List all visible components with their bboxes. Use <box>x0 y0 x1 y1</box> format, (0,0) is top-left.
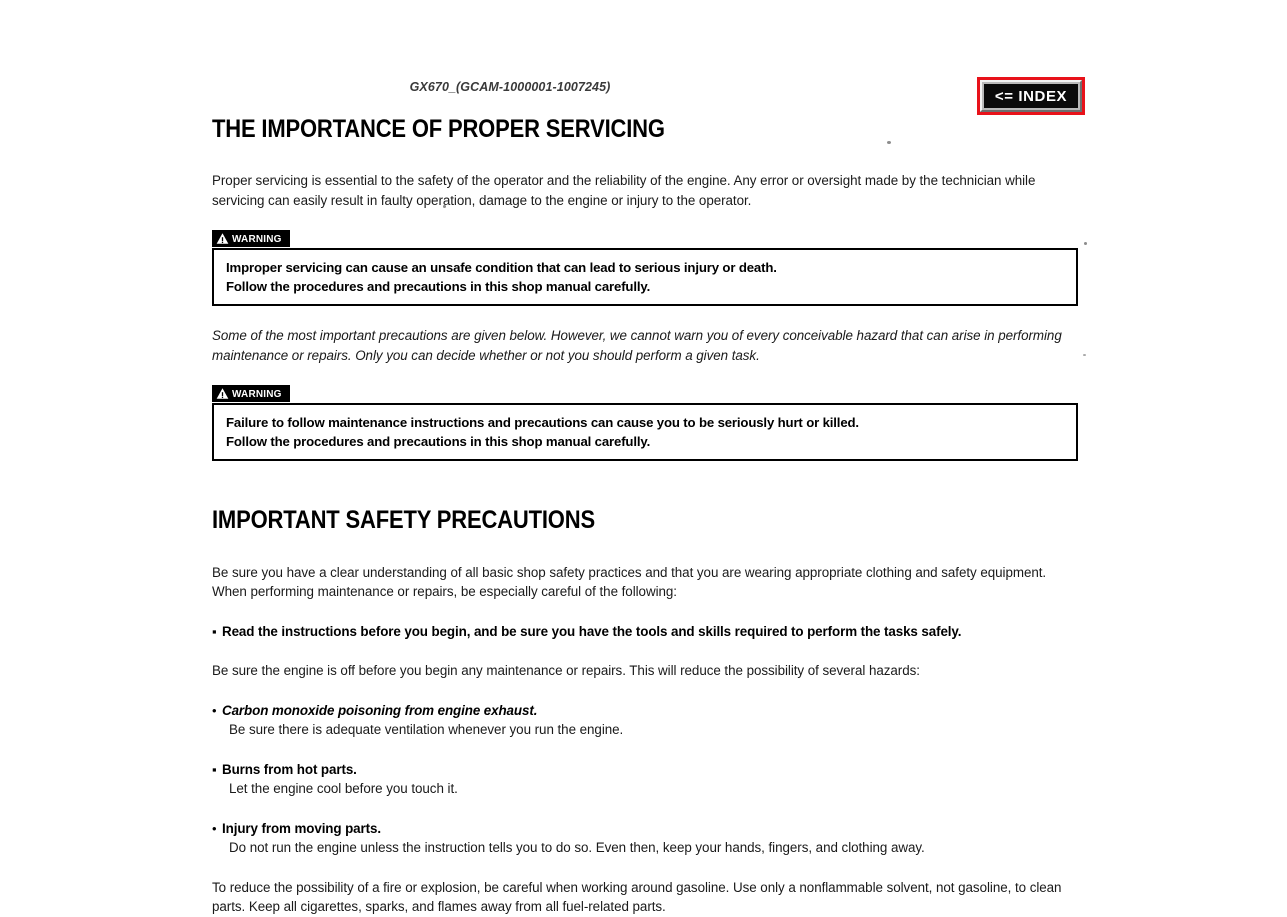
section-title-safety-precautions: IMPORTANT SAFETY PRECAUTIONS <box>212 506 595 535</box>
document-header <box>0 80 1287 104</box>
paragraph-precautions-note: Some of the most important precautions are given below. However, we cannot warn you of every conceivable hazard that can arise in performing maintenance or repairs. Only you can decide whether or not you should perform a given task. <box>212 328 1062 363</box>
hazard-heading-moving-parts: Injury from moving parts. <box>222 820 381 836</box>
scan-speck <box>1084 242 1087 245</box>
hazard-heading-burns: Burns from hot parts. <box>222 761 357 777</box>
paragraph-fire-explosion: To reduce the possibility of a fire or explosion, be careful when working around gasoline. Use only a nonflammable solvent, not gasoline, to clean parts. Keep all cigarettes, sparks, and flames away from all fuel-related parts. <box>212 879 1062 914</box>
warning-2-line-2: Follow the procedures and precautions in this shop manual carefully. <box>226 434 651 450</box>
hazard-item-moving-parts <box>212 819 1078 839</box>
index-button-label: <= INDEX <box>984 84 1078 108</box>
hazard-detail-moving-parts: Do not run the engine unless the instruction tells you to do so. Even then, keep your hands, fingers, and clothing away. <box>229 840 925 855</box>
scan-speck <box>1083 354 1086 356</box>
warning-block-1 <box>212 230 1078 306</box>
hazard-detail-carbon-monoxide: Be sure there is adequate ventilation whenever you run the engine. <box>229 722 624 737</box>
hazard-item-burns <box>212 760 1078 780</box>
bullet-marker-icon: • <box>212 820 217 836</box>
paragraph-engine-off: Be sure the engine is off before you begin any maintenance or repairs. This will reduce the possibility of several hazards: <box>212 663 920 678</box>
warning-triangle-icon <box>216 232 229 245</box>
warning-1-line-2: Follow the procedures and precautions in this shop manual carefully. <box>226 279 651 295</box>
document-body <box>212 116 1078 917</box>
warning-badge-2-label: WARNING <box>232 387 282 400</box>
warning-box-2 <box>212 403 1078 461</box>
bullet-marker-icon: ▪ <box>212 623 217 639</box>
document-code-label: GX670_(GCAM-1000001-1007245) <box>409 80 611 94</box>
warning-badge-2 <box>212 385 290 402</box>
paragraph-safety-intro: Be sure you have a clear understanding of all basic shop safety practices and that you are wearing appropriate clothing and safety equipment. When performing maintenance or repairs, be especially careful of the following: <box>212 564 1047 599</box>
bullet-marker-icon: • <box>212 702 217 718</box>
hazard-heading-carbon-monoxide: Carbon monoxide poisoning from engine exhaust. <box>222 702 538 718</box>
index-button[interactable] <box>977 77 1085 115</box>
warning-2-line-1: Failure to follow maintenance instructions and precautions can cause you to be seriously hurt or killed. <box>226 415 859 431</box>
index-button-bevel <box>980 80 1082 112</box>
hazard-item-carbon-monoxide <box>212 701 1078 721</box>
warning-triangle-icon <box>216 387 229 400</box>
warning-block-2 <box>212 385 1078 461</box>
hazard-detail-burns: Let the engine cool before you touch it. <box>229 781 458 796</box>
warning-1-line-1: Improper servicing can cause an unsafe condition that can lead to serious injury or death. <box>226 260 777 276</box>
bullet-read-instructions <box>212 622 1078 642</box>
paragraph-proper-servicing-intro: Proper servicing is essential to the safety of the operator and the reliability of the engine. Any error or oversight made by the technician while servicing can easily result in faulty operation, damage to the engine or injury to the operator. <box>212 173 1036 208</box>
warning-badge-1 <box>212 230 290 247</box>
warning-badge-1-label: WARNING <box>232 232 282 245</box>
section-title-proper-servicing: THE IMPORTANCE OF PROPER SERVICING <box>212 115 665 143</box>
bullet-marker-icon: ▪ <box>212 761 217 777</box>
warning-box-1 <box>212 248 1078 306</box>
bullet-read-instructions-text: Read the instructions before you begin, and be sure you have the tools and skills required to perform the tasks safely. <box>222 623 962 639</box>
